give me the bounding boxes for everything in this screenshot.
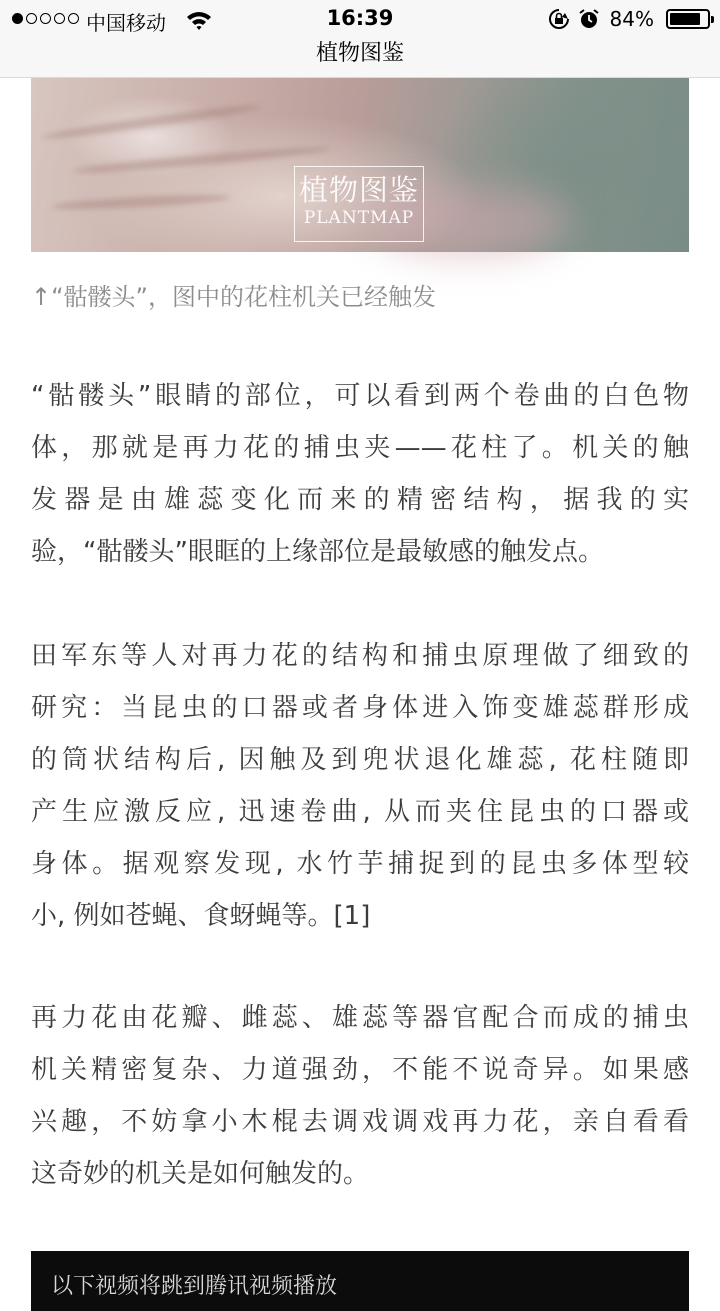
battery-percent: 84% <box>609 7 654 31</box>
page-title: 植物图鉴 <box>315 41 404 66</box>
paragraph-line: 再力花由花瓣、雌蕊、雄蕊等器官配合而成的捕虫 <box>31 1003 689 1033</box>
paragraph-line: “骷髅头”眼睛的部位，可以看到两个卷曲的白色物 <box>31 381 689 411</box>
status-bar <box>0 0 720 40</box>
paragraph-line: 产生应激反应, 迅速卷曲, 从而夹住昆虫的口器或 <box>31 797 689 827</box>
video-notice-bar[interactable] <box>31 1251 689 1311</box>
article-image[interactable] <box>31 77 689 252</box>
paragraph-line: 这奇妙的机关是如何触发的。 <box>31 1159 370 1189</box>
paragraph-line: 体，那就是再力花的捕虫夹——花柱了。机关的触 <box>31 433 689 463</box>
paragraph-2 <box>31 630 689 942</box>
battery-icon <box>666 9 710 29</box>
paragraph-1 <box>31 370 689 578</box>
clock: 16:39 <box>326 6 394 30</box>
paragraph-line: 的筒状结构后, 因触及到兜状退化雄蕊, 花柱随即 <box>31 745 689 775</box>
video-notice-text: 以下视频将跳到腾讯视频播放 <box>51 1274 338 1299</box>
orientation-lock-icon <box>548 8 570 30</box>
paragraph-line: 发器是由雄蕊变化而来的精密结构，据我的实 <box>31 485 689 515</box>
paragraph-line: 验，“骷髅头”眼眶的上缘部位是最敏感的触发点。 <box>31 537 604 567</box>
alarm-icon <box>578 8 600 30</box>
status-right-group <box>548 7 710 31</box>
paragraph-line: 兴趣，不妨拿小木棍去调戏调戏再力花，亲自看看 <box>31 1107 689 1137</box>
paragraph-line: 身体。据观察发现, 水竹芋捕捉到的昆虫多体型较 <box>31 849 689 879</box>
paragraph-line: 小, 例如苍蝇、食蚜蝇等。[1] <box>31 901 371 931</box>
plantmap-watermark: 植物图鉴 PLANTMAP <box>294 166 424 242</box>
top-bar <box>0 0 720 78</box>
carrier-name: 中国移动 <box>86 11 166 35</box>
paragraph-line: 田军东等人对再力花的结构和捕虫原理做了细致的 <box>31 641 689 671</box>
image-caption: ↑“骷髅头”，图中的花柱机关已经触发 <box>31 283 436 311</box>
paragraph-line: 机关精密复杂、力道强劲，不能不说奇异。如果感 <box>31 1055 689 1085</box>
paragraph-line: 研究：当昆虫的口器或者身体进入饰变雄蕊群形成 <box>31 693 689 723</box>
paragraph-3 <box>31 992 689 1200</box>
